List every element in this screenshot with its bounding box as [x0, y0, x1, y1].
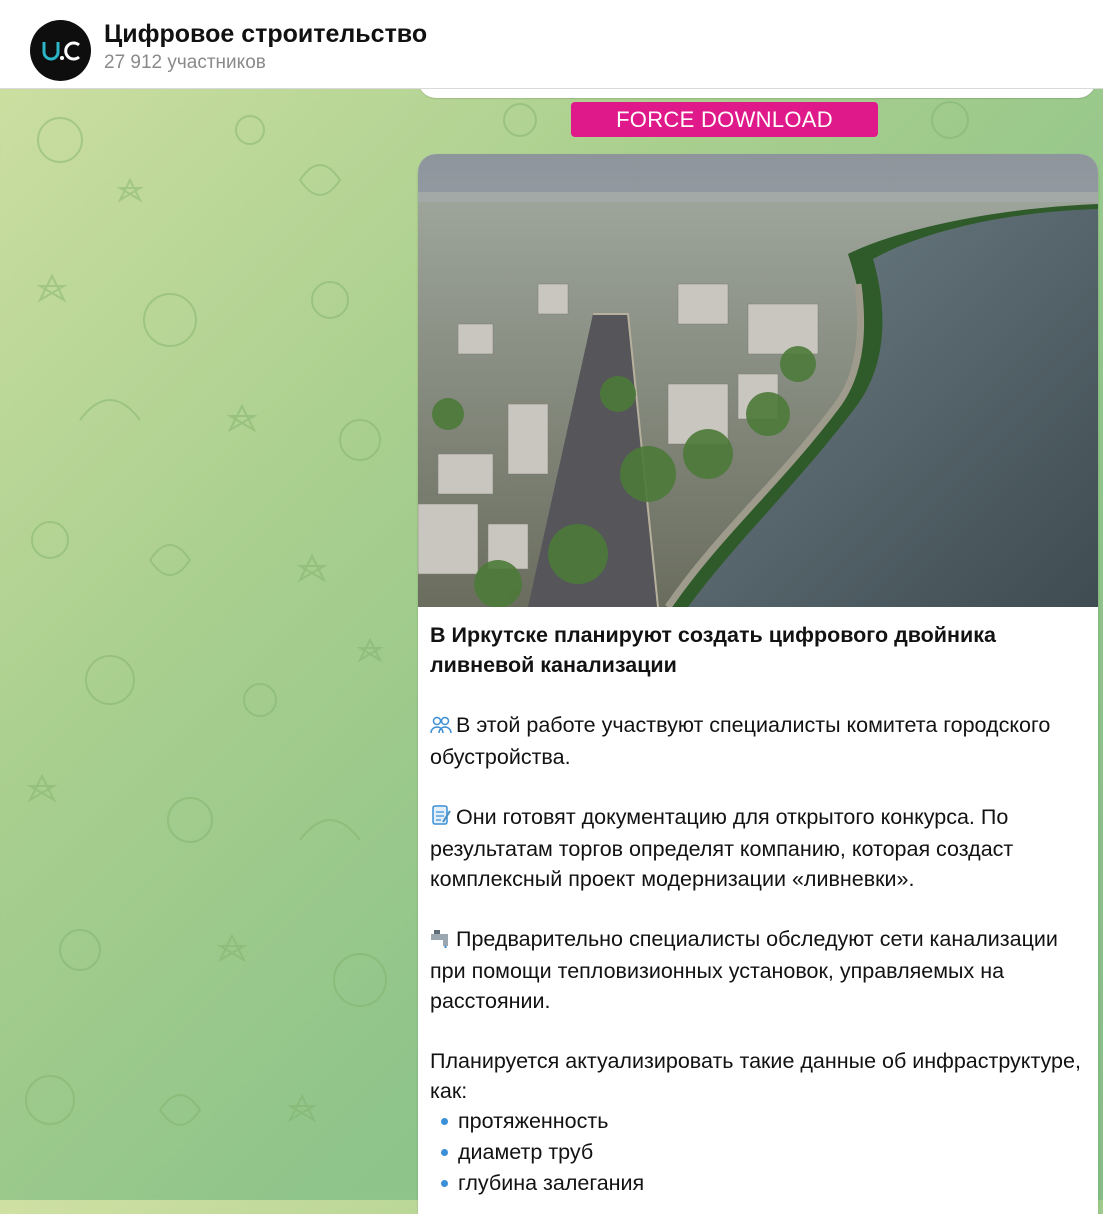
post-paragraph-4: Планируется актуализировать такие данные об инфраструктуре, как: — [430, 1049, 1081, 1103]
bullet-icon — [441, 1180, 448, 1187]
list-item — [430, 1137, 1090, 1168]
post-photo[interactable] — [418, 154, 1098, 607]
channel-avatar[interactable] — [30, 20, 91, 81]
post-headline: В Иркутске планируют создать цифрового двойника ливневой канализации — [430, 623, 996, 677]
channel-member-count: 27 912 участников — [104, 52, 266, 73]
list-item-text: протяженность — [458, 1109, 609, 1133]
post-text — [430, 620, 1090, 1199]
people-icon — [430, 712, 456, 742]
channel-header[interactable] — [0, 0, 1103, 89]
post-paragraph-2 — [430, 802, 1090, 894]
message-bubble — [418, 154, 1098, 1214]
post-paragraph-2-text: Они готовят документацию для открытого конкурса. По результатам торгов определят компанию, которая создаст комплексный проект модернизации «ливневки». — [430, 805, 1014, 891]
channel-title[interactable]: Цифровое строительство — [104, 20, 428, 48]
list-item-text: диаметр труб — [458, 1140, 594, 1164]
list-item — [430, 1168, 1090, 1199]
list-item-text: глубина залегания — [458, 1171, 645, 1195]
infrastructure-list — [430, 1106, 1090, 1199]
list-item — [430, 1106, 1090, 1137]
force-download-button[interactable]: FORCE DOWNLOAD — [571, 102, 878, 137]
memo-icon — [430, 804, 456, 834]
post-paragraph-1 — [430, 710, 1090, 772]
bullet-icon — [441, 1149, 448, 1156]
pipe-valve-icon — [430, 926, 456, 956]
post-paragraph-3-text: Предварительно специалисты обследуют сети канализации при помощи тепловизионных установок, управляемых на расстоянии. — [430, 927, 1058, 1013]
channel-logo-icon — [41, 39, 81, 63]
bullet-icon — [441, 1118, 448, 1125]
post-paragraph-3 — [430, 924, 1090, 1016]
post-paragraph-1-text: В этой работе участвуют специалисты комитета городского обустройства. — [430, 713, 1051, 769]
